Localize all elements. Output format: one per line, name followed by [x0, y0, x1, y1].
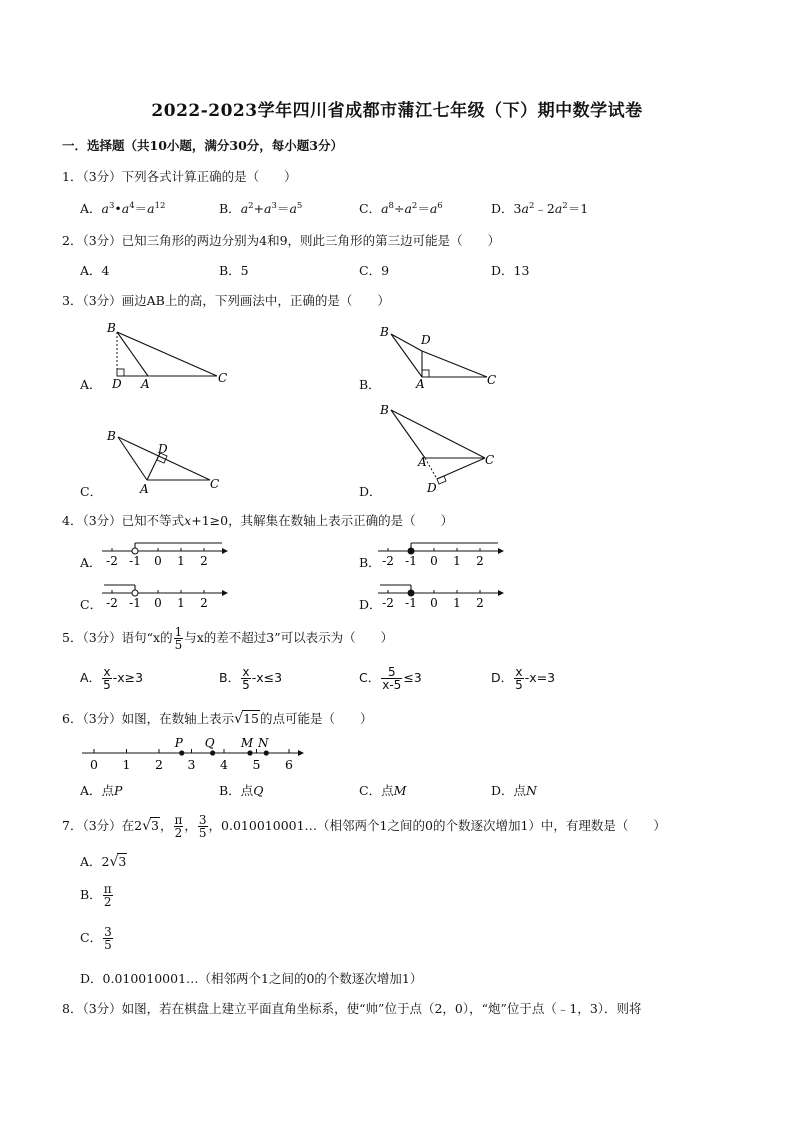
tick-label: 3	[187, 757, 196, 772]
svg-text:A: A	[418, 455, 427, 469]
tick-label: 0	[154, 596, 162, 610]
question-1-option-b[interactable]: B．$a^2+a^3=a^5$	[219, 201, 303, 216]
question-2-option-d[interactable]: D．13	[491, 263, 530, 278]
axis-arrow	[222, 590, 228, 596]
svg-text:D: D	[427, 481, 437, 495]
tick-label: 0	[154, 554, 162, 568]
question-4-option-c[interactable]: C．	[80, 597, 103, 612]
question-4-option-b[interactable]: B．	[359, 555, 381, 570]
svg-text:C: C	[487, 373, 497, 387]
tick-label: -2	[382, 596, 394, 610]
svg-text:C: C	[210, 477, 220, 491]
closed-point	[408, 548, 414, 554]
point-label-q: Q	[204, 736, 215, 750]
question-6-option-d[interactable]: D．点N	[491, 783, 537, 798]
question-3-option-a[interactable]: A．	[80, 377, 102, 392]
page-title: 2022-2023学年四川省成都市蒲江七年级（下）期中数学试卷	[151, 101, 643, 121]
tick-label: 2	[476, 596, 484, 610]
question-5-option-c[interactable]: C． $\frac{5}{x-5}$ ≤3	[359, 665, 422, 692]
figure-3c	[100, 425, 240, 497]
tick-label: -2	[382, 554, 394, 568]
point-m	[247, 750, 252, 755]
tick-label: -1	[129, 596, 141, 610]
tick-label: 0	[430, 554, 438, 568]
svg-text:B: B	[107, 321, 116, 335]
question-1-stem: 1．（3分）下列各式计算正确的是（ ）	[62, 169, 297, 184]
question-6-stem: 6．（3分）如图，在数轴上表示√15的点可能是（ ）	[62, 711, 373, 727]
svg-text:D: D	[112, 377, 122, 391]
tick-label: -2	[106, 596, 118, 610]
number-line-6	[80, 730, 310, 775]
open-point	[132, 590, 138, 596]
question-3-option-b[interactable]: B．	[359, 377, 381, 392]
question-2-option-b[interactable]: B．5	[219, 263, 249, 278]
point-label-n: N	[258, 736, 269, 750]
number-line-4c	[100, 579, 230, 613]
tick-label: 4	[220, 757, 228, 772]
tick-label: -1	[405, 554, 417, 568]
question-2-option-c[interactable]: C．9	[359, 263, 390, 278]
svg-text:D: D	[158, 442, 168, 456]
point-p	[179, 750, 184, 755]
tick-label: -1	[405, 596, 417, 610]
svg-text:C: C	[485, 453, 495, 467]
question-7-stem: 7．（3分）在2√3， $\frac{\pi}{2}$ ， $\frac{3}{5}$ ，0.010010001…（相邻两个1之间的0的个数逐次增加1）中，有理数是（ ）	[62, 813, 666, 840]
svg-text:B: B	[107, 429, 116, 443]
question-2-stem: 2．（3分）已知三角形的两边分别为4和9，则此三角形的第三边可能是（ ）	[62, 233, 501, 248]
tick-label: 1	[177, 554, 185, 568]
tick-label: 2	[200, 554, 208, 568]
figure-3a	[100, 318, 240, 390]
question-7-option-c[interactable]: C． $\frac{3}{5}$	[80, 925, 112, 952]
tick-label: -2	[106, 554, 118, 568]
axis-arrow	[298, 750, 304, 756]
tick-label: 1	[453, 596, 461, 610]
question-3-option-d[interactable]: D．	[359, 484, 382, 499]
axis-arrow	[222, 548, 228, 554]
question-1-option-c[interactable]: C．$a^8\div a^2=a^6$	[359, 201, 443, 216]
svg-text:D: D	[421, 333, 431, 347]
open-point	[132, 548, 138, 554]
tick-label: 0	[90, 757, 98, 772]
question-2-option-a[interactable]: A．4	[80, 263, 110, 278]
question-8-stem: 8．（3分）如图，若在棋盘上建立平面直角坐标系，使“帅”位于点（2，0），“炮”位于点（﹣1，3）．则将	[62, 1001, 642, 1016]
question-3-stem: 3．（3分）画边AB上的高，下列画法中，正确的是（ ）	[62, 293, 390, 308]
point-label-m: M	[240, 736, 254, 750]
tick-label: 2	[200, 596, 208, 610]
number-line-4b	[376, 537, 506, 571]
tick-label: -1	[129, 554, 141, 568]
question-7-option-a[interactable]: A．2√3	[80, 854, 127, 870]
question-7-option-b[interactable]: B． $\frac{\pi}{2}$	[80, 882, 112, 909]
question-4-option-d[interactable]: D．	[359, 597, 382, 612]
question-7-option-d[interactable]: D．0.010010001…（相邻两个1之间的0的个数逐次增加1）	[80, 971, 423, 986]
tick-label: 0	[430, 596, 438, 610]
axis-arrow	[498, 590, 504, 596]
figure-3b	[375, 318, 515, 390]
point-n	[264, 750, 269, 755]
question-4-stem: 4．（3分）已知不等式x+1≥0，其解集在数轴上表示正确的是（ ）	[62, 513, 454, 528]
svg-text:B: B	[380, 403, 389, 417]
question-1-option-a[interactable]: A．$a^3•a^4=a^{12}$	[80, 201, 166, 216]
tick-label: 1	[122, 757, 131, 772]
axis-arrow	[498, 548, 504, 554]
question-6-option-b[interactable]: B．点Q	[219, 783, 264, 798]
svg-text:A: A	[141, 377, 150, 391]
point-label-p: P	[174, 736, 183, 750]
closed-point	[408, 590, 414, 596]
svg-text:A: A	[416, 377, 425, 391]
svg-text:A: A	[140, 482, 149, 496]
tick-label: 2	[155, 757, 163, 772]
figure-3d	[375, 400, 515, 500]
question-5-option-b[interactable]: B． $\frac{x}{5}$ -x≤3	[219, 665, 283, 692]
question-3-option-c[interactable]: C．	[80, 484, 103, 499]
tick-label: 2	[476, 554, 484, 568]
tick-label: 1	[177, 596, 185, 610]
svg-text:B: B	[380, 325, 389, 339]
question-5-stem: 5．（3分）语句“x的 $\frac{1}{5}$ 与x的差不超过3”可以表示为（ ）	[62, 625, 394, 652]
number-line-4a	[100, 537, 230, 571]
question-6-option-c[interactable]: C．点M	[359, 783, 407, 798]
tick-label: 1	[453, 554, 461, 568]
question-6-option-a[interactable]: A．点P	[80, 783, 123, 798]
question-4-option-a[interactable]: A．	[80, 555, 102, 570]
question-5-option-a[interactable]: A． $\frac{x}{5}$ -x≥3	[80, 665, 144, 692]
tick-label: 5	[252, 757, 261, 772]
svg-text:C: C	[218, 371, 228, 385]
tick-label: 6	[285, 757, 293, 772]
section-heading: 一．选择题（共10小题，满分30分，每小题3分）	[62, 138, 343, 153]
question-1-option-d[interactable]: D．$3a^2﹣2a^2=1$	[491, 201, 589, 216]
number-line-4d	[376, 579, 506, 613]
point-q	[210, 750, 215, 755]
question-5-option-d[interactable]: D． $\frac{x}{5}$ -x=3	[491, 665, 556, 692]
